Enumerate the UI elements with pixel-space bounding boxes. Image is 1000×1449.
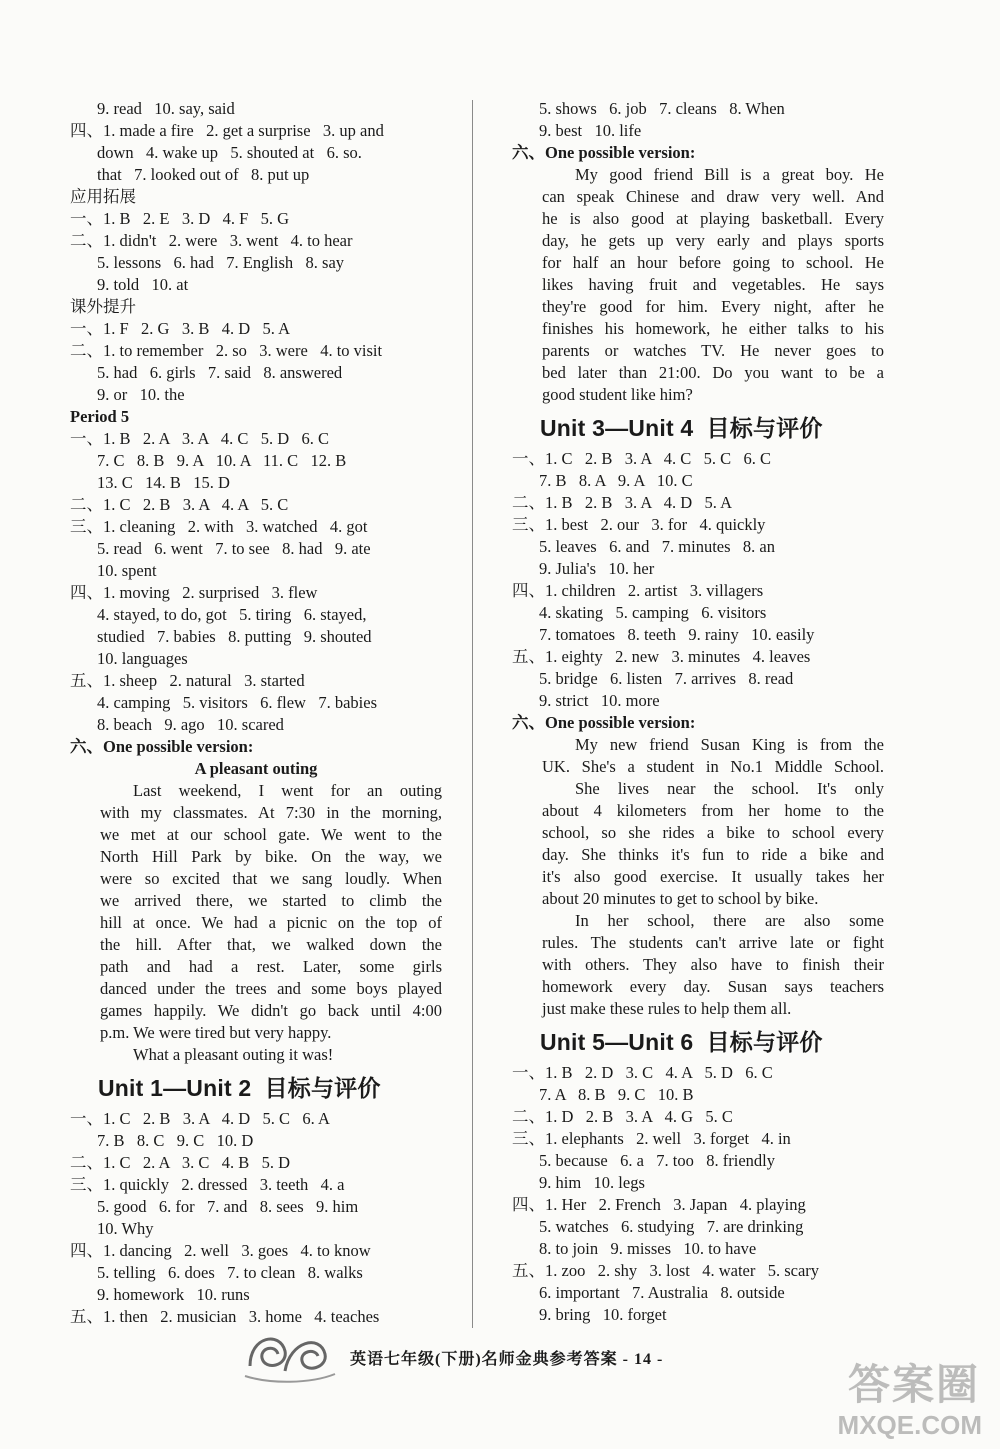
answer-line: p.m. We were tired but very happy.: [100, 1023, 332, 1042]
answer-line: 9. best 10. life: [539, 121, 642, 140]
answer-line: 5. good 6. for 7. and 8. sees 9. him: [97, 1197, 359, 1216]
watermark-text: 答案圈: [847, 1363, 980, 1409]
answer-line: he is also good at playing basketball. Every: [542, 209, 884, 228]
answer-line: 二、1. to remember 2. so 3. were 4. to visit: [70, 341, 383, 360]
answer-line: 5. bridge 6. listen 7. arrives 8. read: [539, 669, 794, 688]
answer-line: homework every day. Susan says teachers: [542, 977, 884, 996]
answer-line: they're good for him. Every night, after he: [542, 297, 884, 316]
answer-line: 9. bring 10. forget: [539, 1305, 667, 1324]
answer-line: 9. strict 10. more: [539, 691, 660, 710]
answer-line: 5. shows 6. job 7. cleans 8. When: [539, 99, 785, 118]
answer-line: day, he gets up very early and plays sports: [542, 231, 884, 250]
answer-line: 五、1. zoo 2. shy 3. lost 4. water 5. scary: [512, 1261, 820, 1280]
answer-line: 5. leaves 6. and 7. minutes 8. an: [539, 537, 775, 556]
answer-line: 四、1. children 2. artist 3. villagers: [512, 581, 764, 600]
answer-line: about 20 minutes to get to school by bike.: [542, 889, 819, 908]
answer-line: we arrived there, we started to climb the: [100, 891, 442, 910]
answer-line: In her school, there are also some: [575, 911, 884, 930]
answer-line: 7. C 8. B 9. A 10. A 11. C 12. B: [97, 451, 347, 470]
answer-line: 五、1. sheep 2. natural 3. started: [70, 671, 305, 690]
answer-line: 4. skating 5. camping 6. visitors: [539, 603, 767, 622]
right-column: [512, 98, 884, 1326]
answer-line: Period 5: [70, 407, 130, 426]
answer-line: were so excited that we sang loudly. When: [100, 869, 442, 888]
answer-line: 一、1. C 2. B 3. A 4. D 5. C 6. A: [70, 1109, 330, 1128]
answer-line: 4. stayed, to do, got 5. tiring 6. stayed,: [97, 605, 367, 624]
answer-line: down 4. wake up 5. shouted at 6. so.: [97, 143, 362, 162]
answer-line: 6. important 7. Australia 8. outside: [539, 1283, 785, 1302]
answer-line: What a pleasant outing it was!: [133, 1045, 334, 1064]
answer-line: 13. C 14. B 15. D: [97, 473, 230, 492]
section-heading: Unit 1—Unit 2 目标与评价: [98, 1075, 381, 1101]
watermark-url: MXQE.COM: [837, 1410, 982, 1440]
answer-line: 四、1. Her 2. French 3. Japan 4. playing: [512, 1195, 806, 1214]
answer-line: 六、One possible version:: [512, 713, 696, 732]
answer-line: 8. to join 9. misses 10. to have: [539, 1239, 757, 1258]
answer-line: finishes his homework, he either talks to his: [542, 319, 884, 338]
answer-line: 四、1. dancing 2. well 3. goes 4. to know: [70, 1241, 371, 1260]
answer-line: for half an hour before going to school. He: [542, 253, 884, 272]
answer-line: we met at our school gate. We went to the: [100, 825, 442, 844]
answer-line: 五、1. then 2. musician 3. home 4. teaches: [70, 1307, 380, 1326]
answer-line: My good friend Bill is a great boy. He: [575, 165, 884, 184]
answer-line: rules. The students can't arrive late or fight: [542, 933, 884, 952]
answer-line: 10. spent: [97, 561, 157, 580]
answer-line: 5. lessons 6. had 7. English 8. say: [97, 253, 345, 272]
answer-line: 二、1. C 2. B 3. A 4. A 5. C: [70, 495, 289, 514]
answer-line: hill at once. We had a picnic on the top of: [100, 913, 442, 932]
answer-line: 7. B 8. C 9. C 10. D: [97, 1131, 254, 1150]
answer-line: 5. because 6. a 7. too 8. friendly: [539, 1151, 775, 1170]
answer-line: parents or watches TV. He never goes to: [542, 341, 884, 360]
answer-line: school, so she rides a bike to school every: [542, 823, 884, 842]
answer-line: that 7. looked out of 8. put up: [97, 165, 310, 184]
answer-line: She lives near the school. It's only: [575, 779, 884, 798]
answer-line: 三、1. cleaning 2. with 3. watched 4. got: [70, 517, 368, 536]
answer-line: 8. beach 9. ago 10. scared: [97, 715, 284, 734]
answer-line: 二、1. C 2. A 3. C 4. B 5. D: [70, 1153, 291, 1172]
answer-line: 三、1. elephants 2. well 3. forget 4. in: [512, 1129, 791, 1148]
answer-line: 9. homework 10. runs: [97, 1285, 250, 1304]
answer-line: 三、1. best 2. our 3. for 4. quickly: [512, 515, 766, 534]
answer-line: 一、1. C 2. B 3. A 4. C 5. C 6. C: [512, 449, 771, 468]
answer-line: 5. watches 6. studying 7. are drinking: [539, 1217, 804, 1236]
answer-line: 9. told 10. at: [97, 275, 189, 294]
answer-line: 10. languages: [97, 649, 188, 668]
answer-line: 一、1. B 2. D 3. C 4. A 5. D 6. C: [512, 1063, 773, 1082]
answer-line: 一、1. F 2. G 3. B 4. D 5. A: [70, 319, 291, 338]
answer-line: day. She thinks it's fun to ride a bike and: [542, 845, 884, 864]
answer-line: 应用拓展: [70, 187, 136, 206]
answer-line: 四、1. made a fire 2. get a surprise 3. up and: [70, 121, 384, 140]
answer-line: 三、1. quickly 2. dressed 3. teeth 4. a: [70, 1175, 345, 1194]
answer-line: can speak Chinese and draw very well. And: [542, 187, 884, 206]
section-heading: Unit 3—Unit 4 目标与评价: [540, 415, 823, 441]
answer-line: 二、1. didn't 2. were 3. went 4. to hear: [70, 231, 353, 250]
answer-line: about 4 kilometers from her home to the: [542, 801, 884, 820]
answer-line: A pleasant outing: [194, 759, 318, 778]
answer-line: 六、One possible version:: [512, 143, 696, 162]
answer-line: 10. Why: [97, 1219, 154, 1238]
answer-line: bed later than 21:00. Do you want to be a: [542, 363, 884, 382]
answer-line: North Hill Park by bike. On the way, we: [100, 847, 442, 866]
answer-line: My new friend Susan King is from the: [575, 735, 884, 754]
answer-line: 5. read 6. went 7. to see 8. had 9. ate: [97, 539, 371, 558]
answer-line: 五、1. eighty 2. new 3. minutes 4. leaves: [512, 647, 811, 666]
answer-line: likes having fruit and vegetables. He says: [542, 275, 884, 294]
answer-line: Last weekend, I went for an outing: [133, 781, 442, 800]
answer-line: 六、One possible version:: [70, 737, 254, 756]
answer-line: with others. They also have to finish their: [542, 955, 884, 974]
column-divider: [472, 100, 473, 1328]
answer-line: 二、1. B 2. B 3. A 4. D 5. A: [512, 493, 733, 512]
answer-line: path and had a rest. Later, some girls: [100, 957, 442, 976]
answer-line: 7. tomatoes 8. teeth 9. rainy 10. easily: [539, 625, 815, 644]
decorative-swirl-icon: [240, 1326, 340, 1386]
answer-line: 一、1. B 2. E 3. D 4. F 5. G: [70, 209, 290, 228]
section-heading: Unit 5—Unit 6 目标与评价: [540, 1029, 823, 1055]
left-column: [70, 98, 442, 1328]
answer-line: with my classmates. At 7:30 in the morning,: [100, 803, 442, 822]
answer-line: danced under the trees and some boys played: [100, 979, 442, 998]
answer-line: 4. camping 5. visitors 6. flew 7. babies: [97, 693, 378, 712]
answer-line: 9. him 10. legs: [539, 1173, 645, 1192]
answer-line: UK. She's a student in No.1 Middle School.: [542, 757, 884, 776]
answer-line: 一、1. B 2. A 3. A 4. C 5. D 6. C: [70, 429, 329, 448]
answer-line: 9. Julia's 10. her: [539, 559, 655, 578]
answer-line: games happily. We didn't go back until 4:00: [100, 1001, 442, 1020]
answer-line: 四、1. moving 2. surprised 3. flew: [70, 583, 318, 602]
page-footer: 英语七年级(下册)名师金典参考答案 - 14 -: [350, 1351, 664, 1368]
answer-line: the hill. After that, we walked down the: [100, 935, 442, 954]
answer-line: 5. telling 6. does 7. to clean 8. walks: [97, 1263, 363, 1282]
answer-line: studied 7. babies 8. putting 9. shouted: [97, 627, 372, 646]
answer-line: good student like him?: [542, 385, 693, 404]
answer-line: 7. A 8. B 9. C 10. B: [539, 1085, 694, 1104]
answer-line: 7. B 8. A 9. A 10. C: [539, 471, 693, 490]
answer-line: 5. had 6. girls 7. said 8. answered: [97, 363, 343, 382]
answer-line: just make these rules to help them all.: [542, 999, 792, 1018]
answer-line: it's also good exercise. It usually takes her: [542, 867, 884, 886]
answer-line: 课外提升: [70, 297, 136, 316]
answer-line: 9. or 10. the: [97, 385, 185, 404]
answer-line: 9. read 10. say, said: [97, 99, 235, 118]
answer-line: 二、1. D 2. B 3. A 4. G 5. C: [512, 1107, 733, 1126]
